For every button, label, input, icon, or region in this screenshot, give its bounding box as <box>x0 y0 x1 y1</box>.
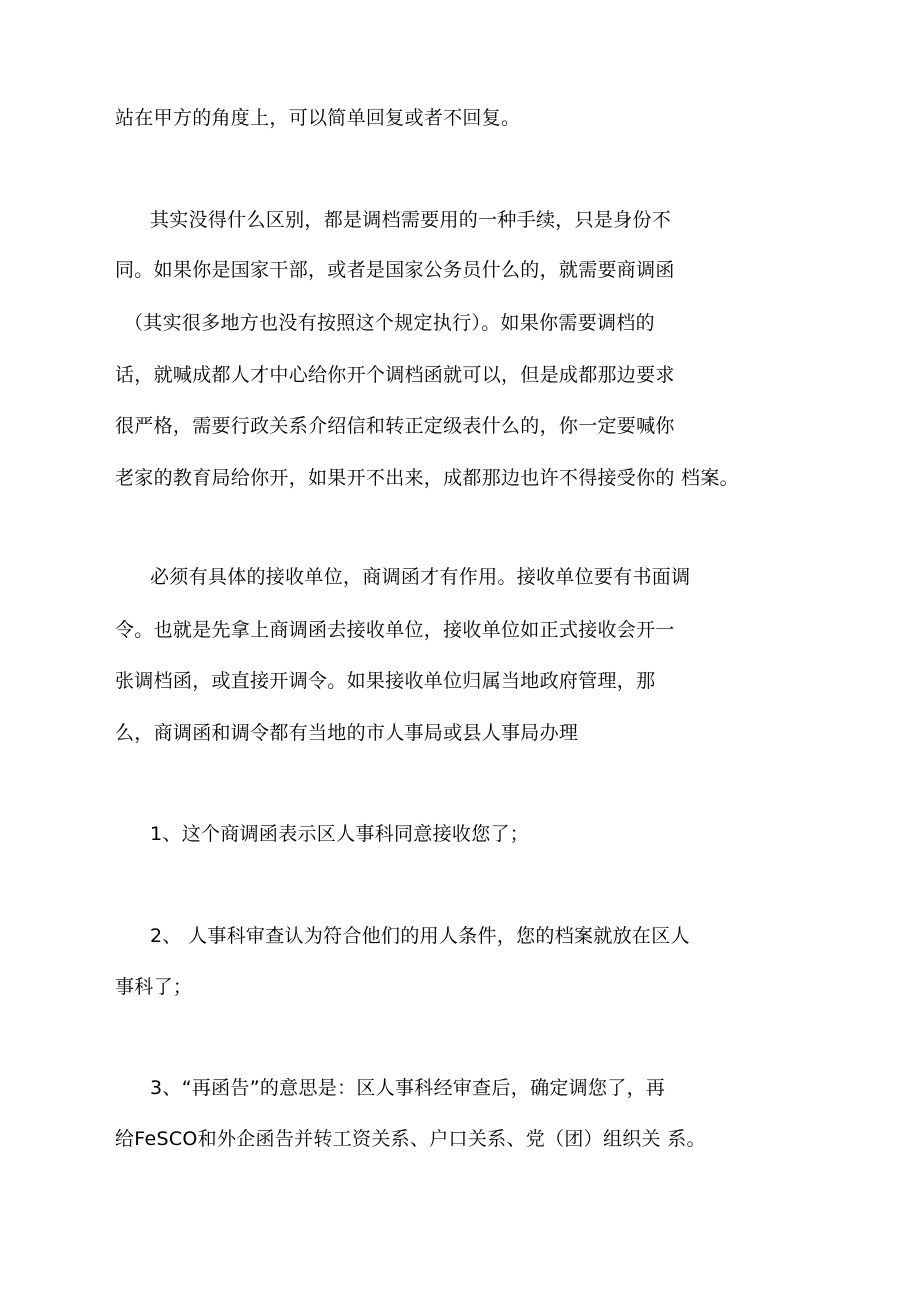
paragraph-2-line-3: （其实很多地方也没有按照这个规定执行）。如果你需要调档的 <box>124 312 655 334</box>
paragraph-4-line-1: 1、这个商调函表示区人事科同意接收您了； <box>150 823 530 845</box>
paragraph-6-line-2: 给FeSCO和外企函告并转工资关系、户口关系、党（团）组织关 系。 <box>115 1128 706 1150</box>
paragraph-2-line-4: 话，就喊成都人才中心给你开个调档函就可以，但是成都那边要求 <box>115 364 675 386</box>
paragraph-2-line-1: 其实没得什么区别，都是调档需要用的一种手续，只是身份不 <box>150 209 672 231</box>
paragraph-2-line-5: 很严格，需要行政关系介绍信和转正定级表什么的，你一定要喊你 <box>115 415 675 437</box>
paragraph-6-line-1: 3、“再函告”的意思是：区人事科经审查后，确定调您了，再 <box>150 1077 666 1099</box>
paragraph-5-line-1: 2、 人事科审查认为符合他们的用人条件，您的档案就放在区人 <box>150 925 690 947</box>
paragraph-3-line-4: 么，商调函和调令都有当地的市人事局或县人事局办理 <box>115 722 579 744</box>
paragraph-2-line-2: 同。如果你是国家干部，或者是国家公务员什么的，就需要商调函 <box>115 259 675 281</box>
paragraph-2-line-6: 老家的教育局给你开，如果开不出来，成都那边也许不得接受你的 档案。 <box>115 467 739 489</box>
paragraph-5-line-2: 事科了； <box>115 976 193 998</box>
paragraph-3-line-2: 令。也就是先拿上商调函去接收单位，接收单位如正式接收会开一 <box>115 619 675 641</box>
paragraph-1-line-1: 站在甲方的角度上，可以简单回复或者不回复。 <box>115 107 521 129</box>
paragraph-3-line-3: 张调档函，或直接开调令。如果接收单位归属当地政府管理，那 <box>115 670 656 692</box>
paragraph-3-line-1: 必须有具体的接收单位，商调函才有作用。接收单位要有书面调 <box>150 566 691 588</box>
